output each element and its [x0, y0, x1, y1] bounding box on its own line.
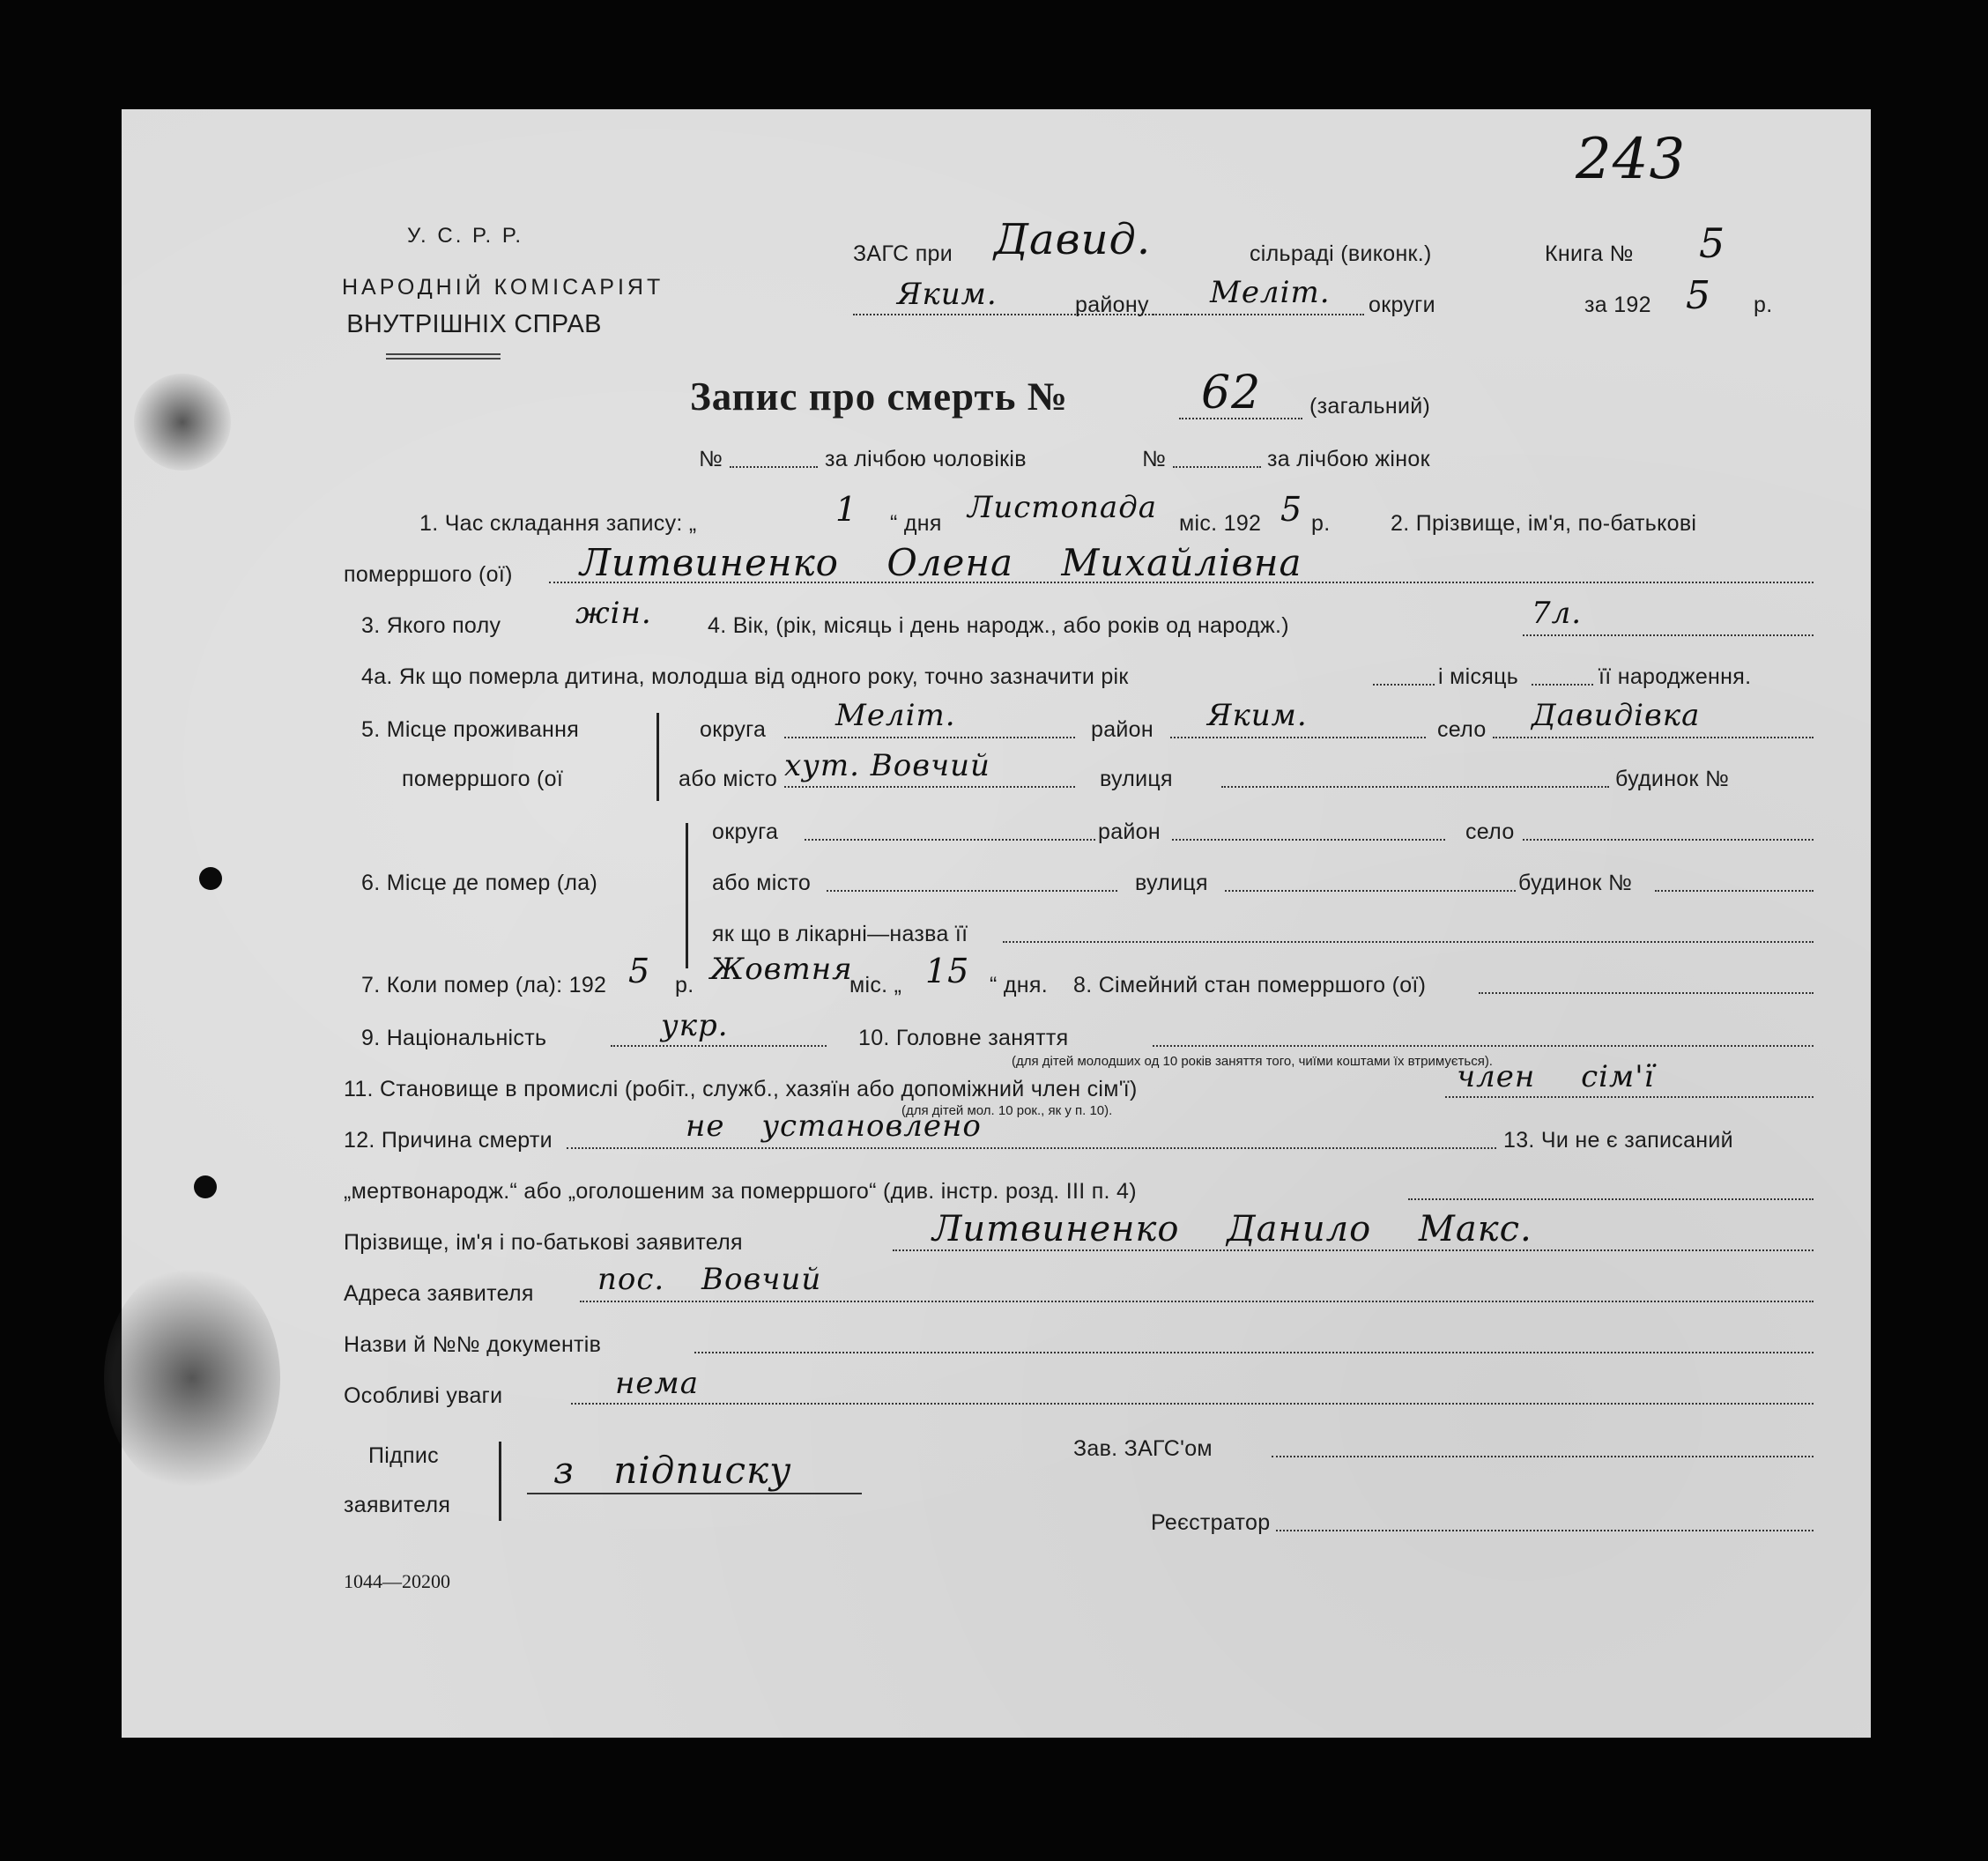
- f5-selo-label: село: [1437, 717, 1487, 742]
- f4a-month: і місяць: [1438, 664, 1519, 689]
- f5-house-label: будинок №: [1615, 767, 1730, 791]
- f4-label: 4. Вік, (рік, місяць і день народж., або років од народж.): [708, 613, 1289, 638]
- f1-year: 5: [1280, 490, 1303, 529]
- f6-raion-label: район: [1098, 819, 1161, 844]
- print-code: 1044—20200: [344, 1570, 450, 1592]
- f13-label: 13. Чи не є записаний: [1503, 1128, 1733, 1153]
- raion-value: Яким.: [897, 277, 998, 312]
- f7-mis: міс. „: [849, 973, 902, 997]
- f11-label: 11. Становище в промислі (робіт., служб., хазяїн або допоміжний член сім'ї): [344, 1077, 1138, 1101]
- f8-label: 8. Сімейний стан померршого (ої): [1073, 973, 1427, 997]
- record-general: (загальний): [1309, 394, 1431, 419]
- f7-label: 7. Коли помер (ла): 192: [361, 973, 607, 997]
- no-women: №: [1142, 447, 1167, 471]
- registrar-label: Реєстратор: [1151, 1510, 1271, 1535]
- f3-value: жін.: [575, 596, 652, 631]
- sign-label2: заявителя: [344, 1493, 451, 1517]
- address-label: Адреса заявителя: [344, 1281, 534, 1306]
- raion-label: району: [1075, 293, 1149, 317]
- f7-r: р.: [675, 973, 694, 997]
- count-men-label: за лічбою чоловіків: [825, 447, 1027, 471]
- f4a-text: 4а. Як що померла дитина, молодша від одного року, точно зазначити рік: [361, 664, 1129, 689]
- f5-label1: 5. Місце проживання: [361, 717, 580, 742]
- punch-hole: [194, 1175, 217, 1198]
- f5-raion-value: Яким.: [1207, 698, 1308, 733]
- f10-label: 10. Головне заняття: [858, 1026, 1069, 1050]
- f5-misto-label: або місто: [679, 767, 778, 791]
- notes-label: Особливі уваги: [344, 1383, 503, 1408]
- f7-month: Жовтня: [710, 952, 853, 987]
- zags-value: Давид.: [994, 215, 1152, 264]
- sign-underline: [527, 1493, 862, 1494]
- f1-year-label: міс. 192: [1179, 511, 1262, 536]
- f6-selo-label: село: [1465, 819, 1515, 844]
- deceased-name: Литвиненко Олена Михайлівна: [580, 541, 1302, 584]
- f5-misto-value: хут. Вовчий: [784, 748, 990, 783]
- f1-label: 1. Час складання запису: „: [419, 511, 697, 536]
- ink-stain: [134, 374, 231, 471]
- state-label: У. С. Р. Р.: [406, 224, 523, 248]
- deceased-label: померршого (ої): [344, 562, 513, 587]
- f1-mid: “ дня: [890, 511, 942, 536]
- f7-year: 5: [628, 952, 651, 990]
- f2-label: 2. Прізвище, ім'я, по-батькові: [1391, 511, 1697, 536]
- f5-raion-label: район: [1091, 717, 1153, 742]
- year-suffix: р.: [1754, 293, 1773, 317]
- f12-label: 12. Причина смерти: [344, 1128, 553, 1153]
- f12-value: не установлено: [686, 1108, 982, 1144]
- f1-day: 1: [835, 490, 858, 529]
- f13-line2: „мертвонародж.“ або „оголошеним за померршого“ (див. інстр. розд. III п. 4): [344, 1179, 1137, 1204]
- year-value: 5: [1686, 273, 1711, 318]
- f5-street-label: вулиця: [1100, 767, 1173, 791]
- f10-note: (для дітей молодших од 10 років заняття того, чиїми коштами їх втримується).: [1012, 1054, 1493, 1069]
- sign-label1: Підпис: [368, 1443, 439, 1468]
- f1-month: Листопада: [968, 490, 1158, 525]
- applicant-label: Прізвище, ім'я і по-батькові заявителя: [344, 1230, 743, 1255]
- record-title: Запис про смерть №: [690, 374, 1068, 419]
- archive-number: 243: [1576, 127, 1687, 192]
- f5-label2: померршого (ої: [402, 767, 564, 791]
- f6-okruha-label: округа: [712, 819, 779, 844]
- f1-r: р.: [1311, 511, 1331, 536]
- f11-value: член сім'ї: [1457, 1059, 1655, 1094]
- f7-dnia: “ дня.: [990, 973, 1048, 997]
- applicant-value: Литвиненко Данило Макс.: [932, 1209, 1532, 1249]
- okruha-label: округи: [1369, 293, 1435, 317]
- f4a-end: її народження.: [1599, 664, 1752, 689]
- f9-label: 9. Національність: [361, 1026, 547, 1050]
- address-value: пос. Вовчий: [597, 1262, 822, 1297]
- no-men: №: [699, 447, 723, 471]
- f9-value: укр.: [661, 1008, 729, 1043]
- commissariat-line2: ВНУТРІШНІХ СПРАВ: [346, 310, 602, 338]
- book-label: Книга №: [1545, 241, 1634, 266]
- notes-value: нема: [615, 1366, 699, 1401]
- ink-stain: [104, 1264, 280, 1493]
- f5-okruha-label: округа: [700, 717, 767, 742]
- f5-okruha-value: Меліт.: [835, 698, 956, 733]
- f5-selo-value: Давидівка: [1532, 698, 1701, 733]
- punch-hole: [199, 867, 222, 890]
- hospital-label: як що в лікарні—назва її: [712, 922, 968, 946]
- book-value: 5: [1699, 219, 1726, 267]
- f3-label: 3. Якого полу: [361, 613, 501, 638]
- f6-street-label: вулиця: [1135, 871, 1208, 895]
- sign-value: з підписку: [553, 1449, 792, 1492]
- f6-misto-label: або місто: [712, 871, 812, 895]
- f7-day: 15: [925, 952, 970, 990]
- okruha-value: Меліт.: [1210, 275, 1331, 310]
- record-number: 62: [1201, 367, 1262, 419]
- docs-label: Назви й №№ документів: [344, 1332, 602, 1357]
- count-women-label: за лічбою жінок: [1267, 447, 1430, 471]
- year-label: за 192: [1584, 293, 1651, 317]
- silrada-label: сільраді (виконк.): [1250, 241, 1432, 266]
- commissariat-line1: НАРОДНІЙ КОМІСАРІЯТ: [342, 275, 664, 300]
- death-record-sheet: [122, 109, 1871, 1738]
- f6-label: 6. Місце де помер (ла): [361, 871, 598, 895]
- head-label: Зав. ЗАГС'ом: [1073, 1436, 1213, 1461]
- divider: [386, 353, 501, 360]
- f11-note: (для дітей мол. 10 рок., як у п. 10).: [901, 1103, 1113, 1118]
- f6-house-label: будинок №: [1518, 871, 1633, 895]
- f4-value: 7л.: [1532, 596, 1583, 631]
- zags-label: ЗАГС при: [853, 241, 953, 266]
